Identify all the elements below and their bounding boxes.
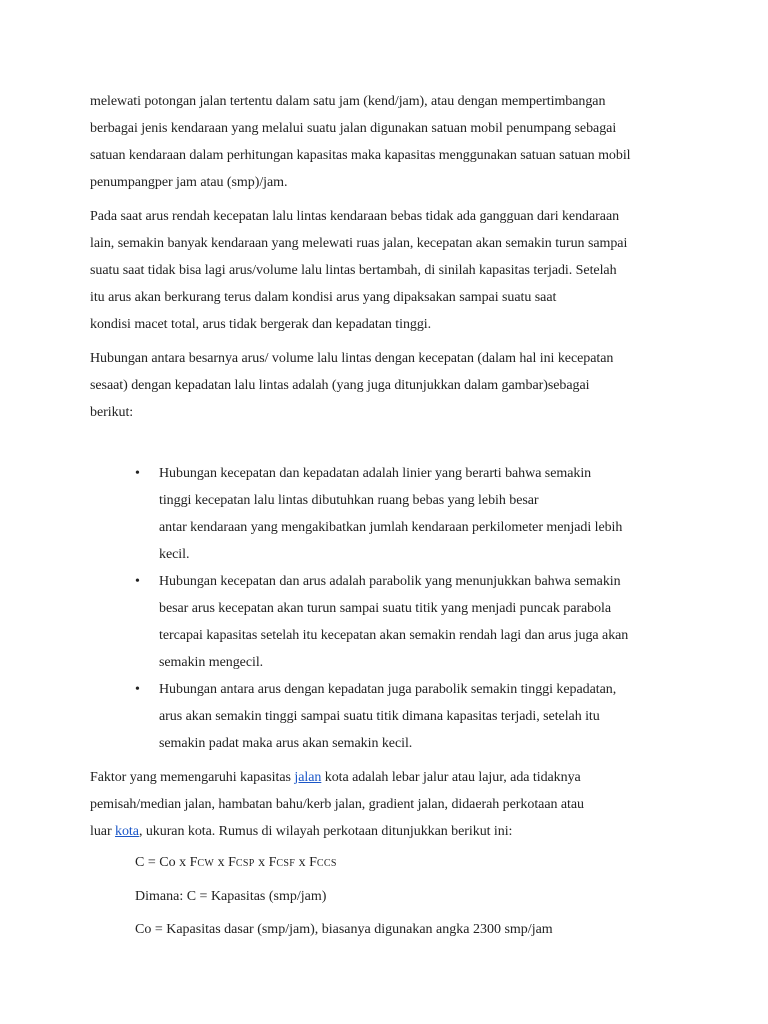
formula-subscript: CCS <box>316 858 337 869</box>
text-line: arus akan semakin tinggi sampai suatu titik dimana kapasitas terjadi, setelah itu <box>159 709 600 724</box>
jalan-link[interactable]: jalan <box>294 770 322 785</box>
text-fragment: , ukuran kota. Rumus di wilayah perkotaan ditunjukkan berikut ini: <box>138 824 513 839</box>
text-line: sesaat) dengan kepadatan lalu lintas adalah (yang juga ditunjukkan dalam gambar)sebagai <box>90 378 590 393</box>
text-line: tercapai kapasitas setelah itu kecepatan akan semakin rendah lagi dan arus juga akan <box>159 628 629 643</box>
definition-base-capacity: Co = Kapasitas dasar (smp/jam), biasanya digunakan angka 2300 smp/jam <box>135 922 553 937</box>
text-line: itu arus akan berkurang terus dalam kondisi arus yang dipaksakan sampai suatu saat <box>90 290 557 305</box>
text-line: pemisah/median jalan, hambatan bahu/kerb jalan, gradient jalan, didaerah perkotaan atau <box>90 797 584 812</box>
formula-subscript: CSF <box>276 858 296 869</box>
paragraph-capacity-definition <box>90 88 698 196</box>
text-line: suatu saat tidak bisa lagi arus/volume lalu lintas bertambah, di sinilah kapasitas terjadi. Setelah <box>90 263 617 278</box>
bullet-marker: • <box>135 574 140 589</box>
text-line: semakin padat maka arus akan semakin kecil. <box>159 736 413 751</box>
capacity-formula <box>135 852 698 875</box>
definition-capacity: Dimana: C = Kapasitas (smp/jam) <box>135 889 327 904</box>
bullet-marker: • <box>135 682 140 697</box>
list-item-flow-density <box>135 676 698 757</box>
formula-subscript: CW <box>197 858 215 869</box>
text-line <box>90 764 698 791</box>
formula-text: C = Co x F <box>135 855 198 870</box>
paragraph-capacity-factors <box>90 764 698 845</box>
text-line: Hubungan antara besarnya arus/ volume lalu lintas dengan kecepatan (dalam hal ini kecepatan <box>90 351 614 366</box>
bullet-marker: • <box>135 466 140 481</box>
formula-text: x F <box>254 855 277 870</box>
text-line: semakin mengecil. <box>159 655 264 670</box>
text-line <box>90 818 698 845</box>
text-line: melewati potongan jalan tertentu dalam satu jam (kend/jam), atau dengan mempertimbangan <box>90 94 606 109</box>
text-line: satuan kendaraan dalam perhitungan kapasitas maka kapasitas menggunakan satuan satuan mobil <box>90 148 631 163</box>
paragraph-relationship-intro <box>90 345 698 426</box>
list-item-speed-density <box>135 460 698 568</box>
text-line: Hubungan kecepatan dan arus adalah parabolik yang menunjukkan bahwa semakin <box>159 574 621 589</box>
text-line: kondisi macet total, arus tidak bergerak dan kepadatan tinggi. <box>90 317 432 332</box>
text-fragment: kota adalah lebar jalur atau lajur, ada tidaknya <box>321 770 581 785</box>
text-line: lain, semakin banyak kendaraan yang melewati ruas jalan, kecepatan akan semakin turun sampai <box>90 236 628 251</box>
text-line: berikut: <box>90 405 134 420</box>
formula-text: x F <box>214 855 236 870</box>
relationship-bullet-list <box>90 460 698 757</box>
formula-text: x F <box>295 855 317 870</box>
text-line: Hubungan antara arus dengan kepadatan juga parabolik semakin tinggi kepadatan, <box>159 682 617 697</box>
kota-link[interactable]: kota <box>115 824 139 839</box>
text-line: tinggi kecepatan lalu lintas dibutuhkan ruang bebas yang lebih besar <box>159 493 539 508</box>
paragraph-low-flow <box>90 203 698 338</box>
list-item-speed-flow <box>135 568 698 676</box>
text-line: Hubungan kecepatan dan kepadatan adalah linier yang berarti bahwa semakin <box>159 466 592 481</box>
formula-subscript: CSP <box>235 858 255 869</box>
capacity-formula-block <box>90 852 698 941</box>
text-line: antar kendaraan yang mengakibatkan jumlah kendaraan perkilometer menjadi lebih <box>159 520 623 535</box>
text-line: Pada saat arus rendah kecepatan lalu lintas kendaraan bebas tidak ada gangguan dari kendaraan <box>90 209 620 224</box>
text-fragment: Faktor yang memengaruhi kapasitas <box>90 770 295 785</box>
text-line: berbagai jenis kendaraan yang melalui suatu jalan digunakan satuan mobil penumpang sebagai <box>90 121 617 136</box>
text-line: kecil. <box>159 547 190 562</box>
text-line: besar arus kecepatan akan turun sampai suatu titik yang menjadi puncak parabola <box>159 601 612 616</box>
text-fragment: luar <box>90 824 116 839</box>
text-line: penumpangper jam atau (smp)/jam. <box>90 175 288 190</box>
